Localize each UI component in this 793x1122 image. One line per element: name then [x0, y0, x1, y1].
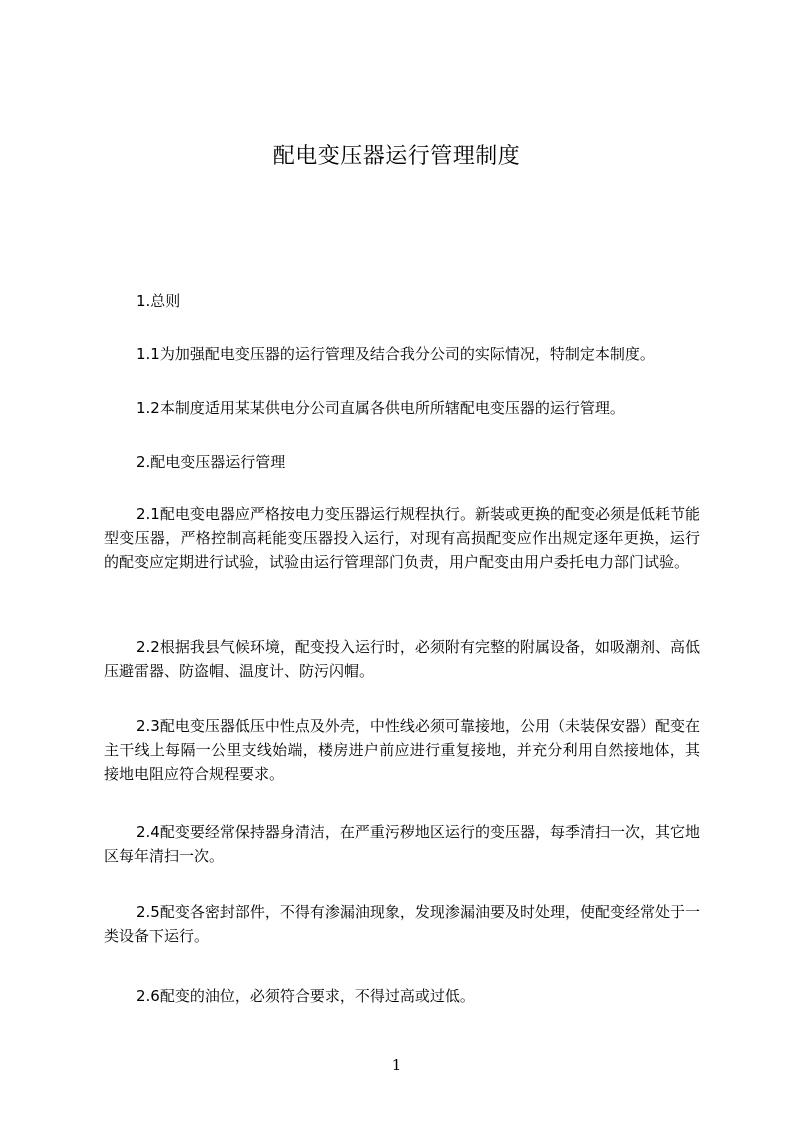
paragraph-text: 1.总则 [136, 292, 181, 310]
paragraph-1-2 [104, 396, 700, 420]
section-heading-1 [104, 289, 700, 313]
paragraph-text: 1.1为加强配电变压器的运行管理及结合我分公司的实际情况，特制定本制度。 [136, 345, 655, 363]
paragraph-text: 2.1配电变电器应严格按电力变压器运行规程执行。新装或更换的配变必须是低耗节能型变压器，严格控制高耗能变压器投入运行，对现有高损配变应作出规定逐年更换，运行的配变应定期进行试验，试验由运行管理部门负责，用户配变由用户委托电力部门试验。 [104, 505, 700, 571]
paragraph-1-1 [104, 342, 700, 366]
paragraph-2-6 [104, 984, 700, 1008]
document-title: 配电变压器运行管理制度 [272, 144, 521, 169]
paragraph-text: 2.3配电变压器低压中性点及外壳，中性线必须可靠接地，公用（未装保安器）配变在主干线上每隔一公里支线始端，楼房进户前应进行重复接地，并充分利用自然接地体，其接地电阻应符合规程要求。 [104, 717, 700, 783]
paragraph-text: 2.4配变要经常保持器身清洁，在严重污秽地区运行的变压器，每季清扫一次，其它地区每年清扫一次。 [104, 823, 700, 865]
paragraph-text: 2.5配变各密封部件，不得有渗漏油现象，发现渗漏油要及时处理，使配变经常处于一类设备下运行。 [104, 903, 700, 945]
paragraph-2-1 [104, 502, 700, 574]
paragraph-text: 2.6配变的油位，必须符合要求，不得过高或过低。 [136, 987, 475, 1005]
paragraph-text: 1.2本制度适用某某供电分公司直属各供电所所辖配电变压器的运行管理。 [136, 399, 625, 417]
section-heading-2 [104, 450, 700, 474]
page-number: 1 [391, 1056, 402, 1074]
paragraph-2-2 [104, 635, 700, 683]
paragraph-text: 2.2根据我县气候环境，配变投入运行时，必须附有完整的附属设备，如吸潮剂、高低压避雷器、防盗帽、温度计、防污闪帽。 [104, 638, 700, 680]
paragraph-2-3 [104, 714, 700, 786]
paragraph-2-5 [104, 900, 700, 948]
paragraph-2-4 [104, 820, 700, 868]
paragraph-text: 2.配电变压器运行管理 [136, 453, 286, 471]
